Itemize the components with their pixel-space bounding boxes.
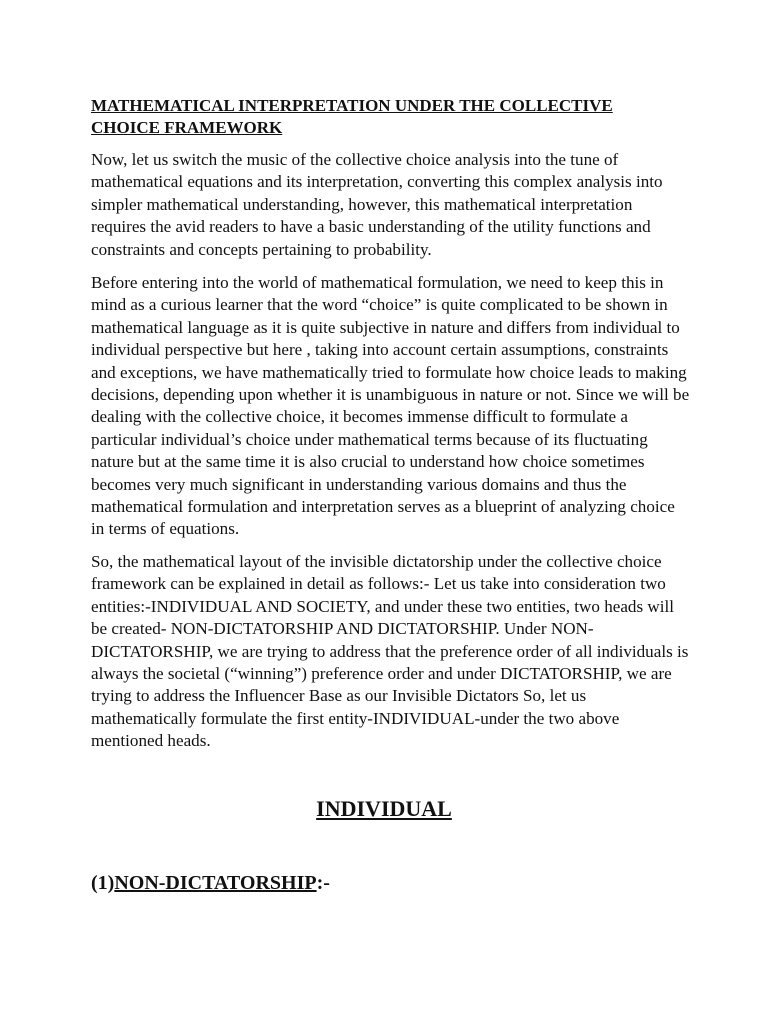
paragraph-formulation: Before entering into the world of mathematical formulation, we need to keep this in mind as a curious learner that the word “choice” is quite complicated to be shown in mathematical language as it is quite subjective in nature and differs from individual to individual perspective but here , taking into account certain assumptions, constraints and exceptions, we have mathematically tried to formulate how choice leads to making decisions, depending upon whether it is unambiguous in nature or not. Since we will be dealing with the collective choice, it becomes immense difficult to formulate a particular individual’s choice under mathematical terms because of its fluctuating nature but at the same time it is also crucial to understand how choice sometimes becomes very much significant in understanding various domains and thus the mathematical formulation and interpretation serves as a blueprint of analyzing choice in terms of equations. xyxy=(91,273,690,539)
paragraph-intro: Now, let us switch the music of the collective choice analysis into the tune of mathematical equations and its interpretation, converting this complex analysis into simpler mathematical understanding, however, this mathematical interpretation requires the avid readers to have a basic understanding of the utility functions and constraints and concepts pertaining to probability. xyxy=(91,150,663,259)
section-title-text: INDIVIDUAL xyxy=(316,796,452,821)
subheading-label: NON-DICTATORSHIP xyxy=(114,872,317,894)
subheading-number: (1) xyxy=(91,872,115,894)
paragraph-layout: So, the mathematical layout of the invisible dictatorship under the collective choice framework can be explained in detail as follows:- Let us take into consideration two entities:-INDIVIDUAL AND SOCIETY, and under these two entities, two heads will be created- NON-DICTATORSHIP AND DICTATORSHIP. Under NON-DICTATORSHIP, we are trying to address that the preference order of all individuals is always the societal (“winning”) preference order and under DICTATORSHIP, we are trying to address the Influencer Base as our Invisible Dictators So, let us mathematically formulate the first entity-INDIVIDUAL-under the two above mentioned heads. xyxy=(91,552,689,751)
subheading-suffix: :- xyxy=(316,872,330,894)
section-title xyxy=(0,796,768,822)
subheading xyxy=(91,871,330,895)
document-heading: MATHEMATICAL INTERPRETATION UNDER THE COLLECTIVE CHOICE FRAMEWORK xyxy=(91,96,613,137)
